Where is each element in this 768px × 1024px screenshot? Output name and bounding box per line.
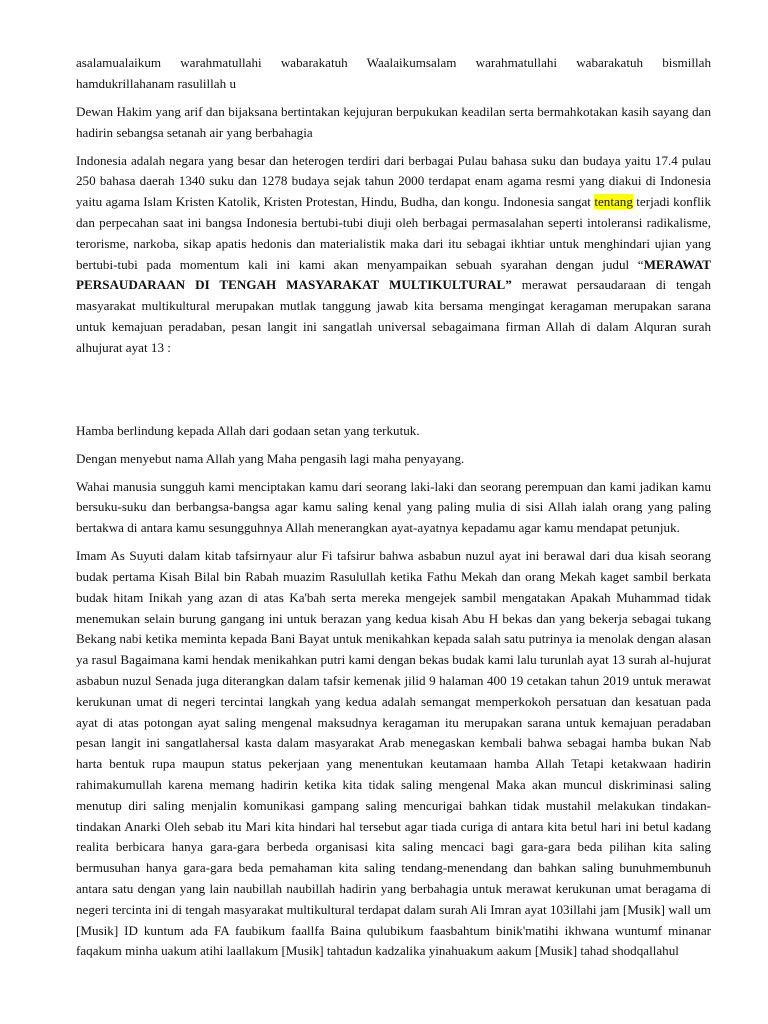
speech-title: MERAWAT PERSAUDARAAN DI TENGAH MASYARAKAT MULTIKULTURAL” — [76, 256, 711, 293]
taawudz-translation: Hamba berlindung kepada Allah dari godaan setan yang terkutuk. — [76, 422, 420, 438]
verse-translation: Wahai manusia sungguh kami menciptakan kamu dari seorang laki-laki dan seorang perempuan dan kami jadikan kamu bersuku-suku dan berbangsa-bangsa agar kamu saling kenal yang paling mulia di sisi Allah ialah orang yang paling bertakwa di antara kamu sesungguhnya Allah menerangkan ayat-ayatnya kepadamu agar kamu mendapat petunjuk. — [76, 478, 711, 536]
document-page — [76, 53, 711, 969]
address-paragraph: Dewan Hakim yang arif dan bijaksana bertintakan kejujuran berpukukan keadilan serta bermahkotakan kasih sayang dan hadirin sebangsa setanah air yang berbahagia — [76, 103, 711, 140]
introduction-paragraph — [76, 151, 711, 359]
basmalah-translation: Dengan menyebut nama Allah yang Maha pengasih lagi maha penyayang. — [76, 450, 465, 466]
intro-text-start: Indonesia adalah negara yang besar dan heterogen terdiri dari berbagai Pulau bahasa suku dan budaya yaitu 17.4 pulau 250 bahasa daerah 1340 suku dan 1278 budaya sejak tahun 2000 terdapat enam agama resmi yang diakui di Indonesia yaitu agama Islam Kristen Katolik, Kristen Protestan, Hindu, Budha, dan kongu. Indonesia sangat — [76, 152, 711, 210]
blank-space — [76, 366, 711, 421]
tafsir-paragraph: Imam As Suyuti dalam kitab tafsirnyaur alur Fi tafsirur bahwa asbabun nuzul ayat ini berawal dari dua kisah seorang budak pertama Kisah Bilal bin Rabah muazim Rasulullah ketika Fathu Mekah dan orang Mekah kaget sambil berkata budak hitam Inikah yang azan di atas Ka'bah serta mereka mengejek sambil mengatakan Apakah Muhammad tidak menemukan selain burung gangang ini untuk berazan yang kedua kisah Abu H bekas dan yang bekerja sebagai tukang Bekang nabi ketika meminta kepada Bani Bayat untuk menikahkan kepada salah satu putrinya ia menolak dengan alasan ya rasul Bagaimana kami hendak menikahkan putri kami dengan bekas budak kami lalu turunlah ayat 13 surah al-hujurat asbabun nuzul Senada juga diterangkan dalam tafsir kemenak jilid 9 halaman 400 19 cetakan tahun 2019 untuk merawat kerukunan umat di negeri tercintai langkah yang kedua adalah semangat memperkokoh persatuan dan kesatuan pada ayat di atas potongan ayat saling mengenal maksudnya keragaman itu merupakan sarana untuk kemajuan peradaban pesan langit ini sangatlahersal kasta dalam masyarakat Arab menegaskan kembali bahwa sebagai hamba bukan Nab harta bentuk rupa maupun status pekerjaan yang menentukan keutamaan hamba Allah Tetapi ketakwaan hadirin rahimakumullah karena memang hadirin ketika kita tidak saling mengenal Maka akan muncul diskriminasi saling menutup diri saling menjalin komunikasi gampang saling mencurigai bahkan tidak mustahil melakukan tindakan-tindakan Anarki Oleh sebab itu Mari kita hindari hal tersebut agar tiada curiga di antara kita betul hari ini betul kadang realita berbicara hanya gara-gara berbeda organisasi kita saling mencaci bagi gara-gara beda pilihan kita saling bermusuhan hanya gara-gara beda pemahaman kita saling tendang-menendang dan bahkan saling bunuhmembunuh antara satu dengan yang lain naubillah naubillah hadirin yang berbahagia untuk merawat kerukunan umat beragama di negeri tercinta ini di tengah masyarakat multikultural terdapat dalam surah Ali Imran ayat 103illahi jam [Musik] wall um [Musik] ID kuntum ada FA faubikum faallfa Baina qulubikum faasbahtum binik'matihi ikhwana wuntumf minanar faqakum minha uakum atihi laallakum [Musik] tahtadun kadzalika yinahuakum aakum [Musik] tahad shodqallahul — [76, 548, 711, 959]
highlighted-word: tentang — [594, 194, 633, 210]
greeting-paragraph: asalamualaikum warahmatullahi wabarakatuh Waalaikumsalam warahmatullahi wabarakatuh bismillah hamdukrillahanam rasulillah u — [76, 55, 711, 91]
intro-text-end: merawat persaudaraan di tengah masyarakat multikultural merupakan mutlak tanggung jawab kita bersama mengingat keragaman merupakan sarana untuk kemajuan peradaban, pesan langit ini sangatlah universal sebagaimana firman Allah di dalam Alquran surah alhujurat ayat 13 : — [76, 277, 711, 355]
intro-text-middle: terjadi konflik dan perpecahan saat ini bangsa Indonesia bertubi-tubi diuji oleh berbagai permasalahan seperti intoleransi radikalisme, terorisme, narkoba, sikap apatis hedonis dan materialistik maka dari itu sebagai ikhtiar untuk menghindari ujian yang bertubi-tubi pada momentum kali ini kami akan menyampaikan sebuah syarahan dengan judul “ — [76, 194, 711, 272]
